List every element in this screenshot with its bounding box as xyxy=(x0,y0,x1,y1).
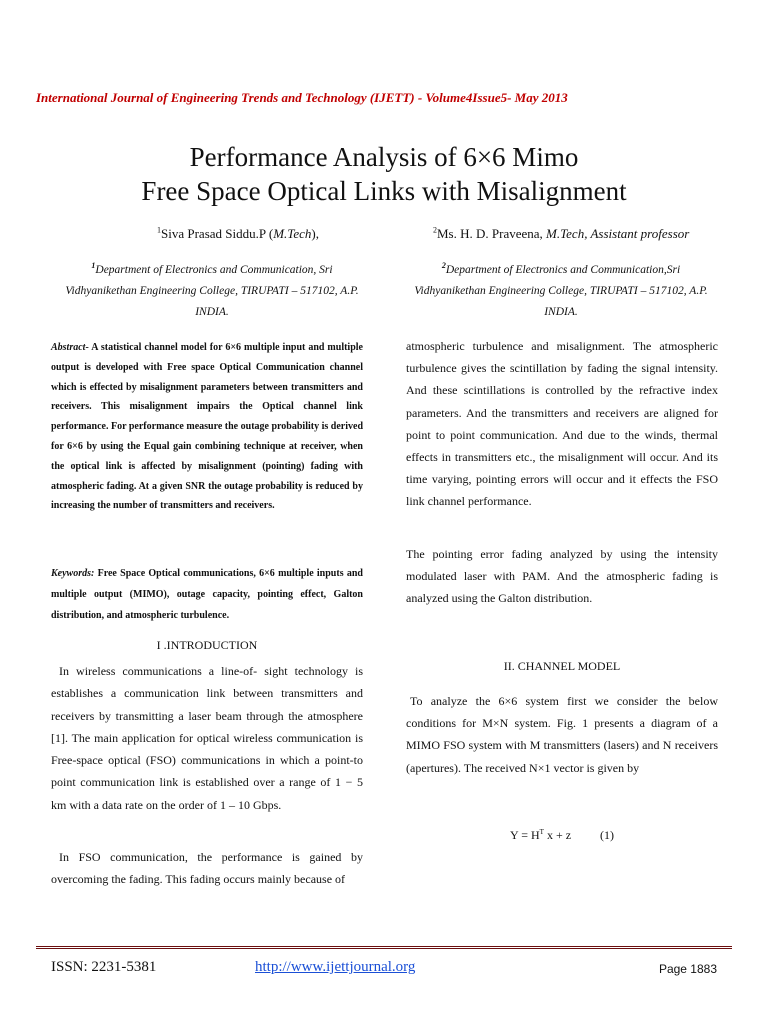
footer-rule xyxy=(36,946,732,949)
paper-title-line-2: Free Space Optical Links with Misalignment xyxy=(141,176,627,206)
author-2-name: Ms. H. D. Praveena, xyxy=(437,226,543,241)
journal-header: International Journal of Engineering Trends and Technology (IJETT) - Volume4Issue5- May 2013 xyxy=(36,90,568,105)
author-2 xyxy=(433,226,689,242)
intro-paragraph-1: In wireless communications a line-of- sight technology is establishes a communication link between transmitters and receivers by transmitting a laser beam through the atmosphere [1]. The main application for optical wireless communication is Free-space optical (FSO) communications in which a point-to point communication link is established over a range of 1 − 5 km with a data rate on the order of 1 – 10 Gbps. xyxy=(51,664,363,812)
equation-lhs: Y = H xyxy=(510,828,540,842)
affiliation-1-line-1: Department of Electronics and Communication, Sri xyxy=(95,264,333,276)
author-2-sup: 2 xyxy=(433,225,437,235)
affiliation-1-line-2: Vidhyanikethan Engineering College, TIRUPATI – 517102, A.P. xyxy=(65,285,359,297)
affiliation-2-line-3: INDIA. xyxy=(544,306,578,318)
footer-issn: ISSN: 2231-5381 xyxy=(51,959,157,975)
equation-rhs: x + z xyxy=(543,828,572,842)
affiliation-2 xyxy=(388,260,734,323)
right-paragraph-1: atmospheric turbulence and misalignment. The atmospheric turbulence gives the scintillation by fading the signal intensity. And these scintillations is controlled by the refractive index parameters. And the transmitters and receivers are aligned for point to point communication. And due to the winds, thermal effects in transmitters etc., the misalignment will occur. And its time varying, pointing errors will occur and it effects the FSO link channel performance. xyxy=(406,339,718,509)
footer-page-number: Page 1883 xyxy=(658,962,717,976)
author-1-sup: 1 xyxy=(157,225,161,235)
intro-paragraph-2: In FSO communication, the performance is gained by overcoming the fading. This fading occurs mainly because of xyxy=(51,850,363,887)
right-paragraph-2: The pointing error fading analyzed by using the intensity modulated laser with PAM. And the atmospheric fading is analyzed using the Galton distribution. xyxy=(406,547,718,606)
keywords-label: Keywords: xyxy=(51,568,95,579)
abstract-text: A statistical channel model for 6×6 multiple input and multiple output is developed with Free space Optical Communication channel which is effected by misalignment parameters between transmitters and receivers. This misalignment impairs the Optical channel link performance. For performance measure the outage probability is derived for 6×6 by using the Equal gain combining technique at receiver, when the optical link is affected by misalignment (pointing) fading with atmospheric fading. At a given SNR the outage probability is reduced by increasing the number of transmitters and receivers. xyxy=(51,342,363,512)
equation-1 xyxy=(510,828,571,843)
affiliation-2-sup: 2 xyxy=(441,261,446,271)
footer-url-link[interactable]: http://www.ijettjournal.org xyxy=(255,959,416,975)
channel-model-heading: II. CHANNEL MODEL xyxy=(503,659,621,673)
affiliation-1-sup: 1 xyxy=(91,261,96,271)
intro-heading: I .INTRODUCTION xyxy=(156,638,258,652)
affiliation-1-line-3: INDIA. xyxy=(195,306,229,318)
author-2-role: M.Tech, Assistant professor xyxy=(546,226,690,241)
paper-title-line-1: Performance Analysis of 6×6 Mimo xyxy=(189,142,579,172)
equation-number: (1) xyxy=(600,828,614,842)
affiliation-2-line-2: Vidhyanikethan Engineering College, TIRUPATI – 517102, A.P. xyxy=(414,285,708,297)
author-1-name: Siva Prasad Siddu.P xyxy=(161,226,266,241)
abstract-label: Abstract- xyxy=(51,342,89,353)
affiliation-1 xyxy=(36,260,388,323)
abstract xyxy=(51,338,363,516)
keywords xyxy=(51,563,363,626)
equation-sup: T xyxy=(539,828,544,836)
keywords-text: Free Space Optical communications, 6×6 multiple inputs and multiple output (MIMO), outage capacity, pointing effect, Galton distribution, and atmospheric turbulence. xyxy=(51,568,363,621)
channel-paragraph-1: To analyze the 6×6 system first we consider the below conditions for M×N system. Fig. 1 presents a diagram of a MIMO FSO system with M transmitters (lasers) and N receivers (apertures). The received N×1 vector is given by xyxy=(406,694,718,775)
author-1-degree: M.Tech xyxy=(273,226,312,241)
affiliation-2-line-1: Department of Electronics and Communication,Sri xyxy=(445,264,681,276)
author-1: $^1$Siva Prasad Siddu.P (M.Tech), xyxy=(157,225,319,241)
